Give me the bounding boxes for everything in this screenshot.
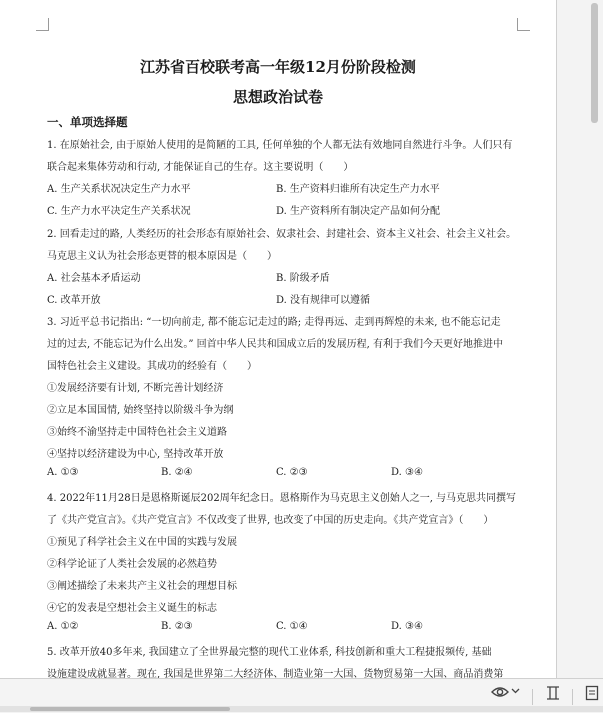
q5-text-line: 5. 改革开放40多年来, 我国建立了全世界最完整的现代工业体系, 科技创新和重大工程捷报频传, 基础 [47,647,492,658]
q3-item: ③始终不渝坚持走中国特色社会主义道路 [47,427,227,438]
q3-text-line: 过的过去, 不能忘记为什么出发。” 回首中华人民共和国成立后的发展历程, 有利于我们今天更好地推进中 [47,339,504,350]
q3-item: ②立足本国国情, 始终坚持以阶级斗争为纲 [47,405,234,416]
q4-option-a: A. ①② [47,621,79,632]
q2-option-c: C. 改革开放 [47,295,101,306]
q2-text-line: 马克思主义认为社会形态更替的根本原因是（ ） [47,251,277,262]
margin-corner-mark [36,18,49,31]
eye-icon[interactable] [491,685,509,703]
page-width-icon[interactable] [545,685,561,705]
horizontal-scroll-thumb[interactable] [30,707,230,711]
q3-item: ①发展经济要有计划, 不断完善计划经济 [47,383,224,394]
q1-option-d: D. 生产资料所有制决定产品如何分配 [276,206,441,217]
q1-text-line: 联合起来集体劳动和行动, 才能保证自己的生存。这主要说明（ ） [47,162,354,173]
chevron-down-icon[interactable] [511,686,520,698]
q3-option-d: D. ③④ [391,467,423,478]
q2-option-b: B. 阶级矛盾 [276,273,330,284]
q3-text-line: 3. 习近平总书记指出: “一切向前走, 都不能忘记走过的路; 走得再远、走到再辉煌的未来, 也不能忘记走 [47,317,501,328]
q4-option-c: C. ①④ [276,621,308,632]
q3-option-a: A. ①③ [47,467,79,478]
q4-item: ①预见了科学社会主义在中国的实践与发展 [47,537,237,548]
exam-subtitle: 思想政治试卷 [232,88,323,106]
vertical-scroll-thumb[interactable] [591,3,598,123]
section-heading: 一、单项选择题 [47,115,128,129]
q4-option-d: D. ③④ [391,621,423,632]
q5-text-line: 设施建设成就显著。现在, 我国是世界第二大经济体、制造业第一大国、货物贸易第一大国、商品消费第 [47,669,504,678]
single-page-icon[interactable] [585,685,599,705]
q3-item: ④坚持以经济建设为中心, 坚持改革开放 [47,449,224,460]
q4-text-line: 4. 2022年11月28日是恩格斯诞辰202周年纪念日。恩格斯作为马克思主义创始人之一, 与马克思共同撰写 [47,493,517,504]
exam-title: 江苏省百校联考高一年级12月份阶段检测 [140,58,416,76]
q4-item: ④它的发表是空想社会主义诞生的标志 [47,603,217,614]
status-separator [572,689,573,705]
q3-option-c: C. ②③ [276,467,308,478]
q3-option-b: B. ②④ [161,467,193,478]
q2-text-line: 2. 回看走过的路, 人类经历的社会形态有原始社会、奴隶社会、封建社会、资本主义社会、社会主义社会。 [47,229,517,240]
q3-text-line: 国特色社会主义建设。其成功的经验有（ ） [47,361,257,372]
q2-option-d: D. 没有规律可以遵循 [276,295,371,306]
q1-option-b: B. 生产资料归谁所有决定生产力水平 [276,184,440,195]
q4-item: ②科学论证了人类社会发展的必然趋势 [47,559,217,570]
q1-option-c: C. 生产力水平决定生产关系状况 [47,206,191,217]
q1-option-a: A. 生产关系状况决定生产力水平 [47,184,191,195]
status-separator [532,689,533,705]
margin-corner-mark [517,18,530,31]
q4-text-line: 了《共产党宣言》。《共产党宣言》不仅改变了世界, 也改变了中国的历史走向。《共产党宣言》（ ） [47,515,494,526]
q1-text-line: 1. 在原始社会, 由于原始人使用的是简陋的工具, 任何单独的个人都无法有效地同自然进行斗争。人们只有 [47,140,513,151]
q4-option-b: B. ②③ [161,621,193,632]
q4-item: ③阐述描绘了未来共产主义社会的理想目标 [47,581,237,592]
q2-option-a: A. 社会基本矛盾运动 [47,273,141,284]
